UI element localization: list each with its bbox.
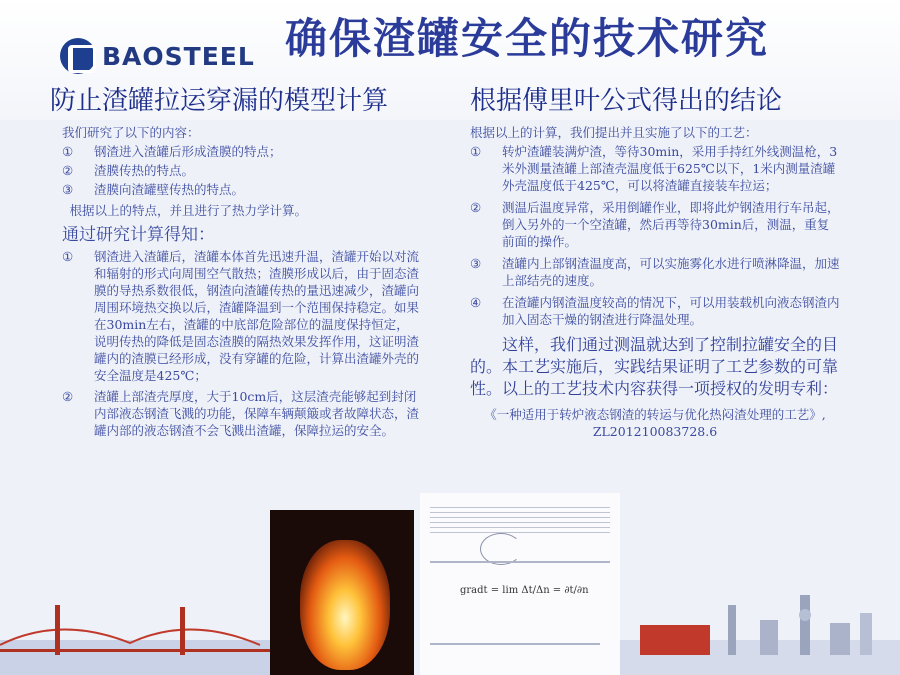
process-item — [470, 294, 840, 328]
tower-sphere — [799, 609, 811, 621]
item-number: ① — [470, 144, 482, 159]
item-text: 钢渣进入渣罐后，渣罐本体首先迅速升温，渣罐开始以对流和辐射的形式向周围空气散热；渣膜形成以后，由于固态渣膜的导热系数很低，钢渣向渣罐传热的量迅速减少，渣罐向周围环境热交换以后，渣罐降温到一个范围保持稳定。如果在30min左右，渣罐的中底部危险部位的温度保持恒定，说明传热的降低是固态渣膜的隔热效果发挥作用，这证明渣罐内的渣膜已经形成，没有穿罐的危险，计算出渣罐外壳的安全温度是425℃； — [94, 249, 420, 383]
tower-building — [760, 620, 778, 655]
document-text-lines — [430, 507, 610, 537]
item-number: ② — [470, 200, 482, 215]
left-subtitle: 防止渣罐拉运穿漏的模型计算 — [50, 86, 389, 116]
calc-note: 根据以上的特点，并且进行了热力学计算。 — [69, 203, 308, 218]
tower-building — [830, 623, 850, 655]
item-text: 钢渣进入渣罐后形成渣膜的特点； — [94, 144, 282, 159]
item-text: 渣罐上部渣壳厚度，大于10cm后，这层渣壳能够起到封闭内部液态钢渣飞溅的功能，保障车辆颠簸或者故障状态，渣罐内部的液态钢渣不会飞溅出渣罐，保障拉运的安全。 — [94, 389, 420, 438]
patent-citation: 《一种适用于转炉液态钢渣的转运与优化热闷渣处理的工艺》, ZL201210083728.6 — [484, 407, 826, 439]
item-text: 测温后温度异常，采用倒罐作业，即将此炉钢渣用行车吊起，倒入另外的一个空渣罐，然后再等待30min后，测温，重复前面的操作。 — [502, 200, 840, 249]
study-item — [62, 181, 420, 198]
study-item — [62, 143, 420, 160]
item-text: 渣膜向渣罐壁传热的特点。 — [94, 182, 245, 197]
city-skyline-decoration — [0, 585, 900, 675]
finding-item — [62, 388, 420, 439]
finding-item — [62, 248, 420, 384]
item-number: ③ — [62, 182, 74, 197]
item-number: ② — [62, 163, 74, 178]
item-number: ① — [62, 144, 74, 159]
fourier-formula: gradt = lim Δt/Δn = ∂t/∂n — [460, 585, 589, 596]
right-column — [470, 124, 840, 440]
item-text: 渣罐内上部钢渣温度高，可以实施雾化水进行喷淋降温，加速上部结壳的速度。 — [502, 256, 840, 288]
study-intro: 我们研究了以下的内容： — [62, 125, 200, 140]
process-item — [470, 199, 840, 250]
logo-text: BAOSTEEL — [102, 41, 255, 71]
baosteel-logo-icon — [60, 38, 96, 74]
conclusion-paragraph: 这样，我们通过测温就达到了控制拉罐安全的目的。本工艺实施后，实践结果证明了工艺参数的可靠性。以上的工艺技术内容获得一项授权的发明专利： — [470, 335, 839, 398]
left-column — [62, 124, 420, 439]
item-text: 转炉渣罐装满炉渣，等待30min，采用手持红外线测温枪，3米外测量渣罐上部渣壳温度低于625℃以下，1米内测量渣罐外壳温度低于425℃，可以将渣罐直接装车拉运； — [502, 144, 838, 193]
document-divider — [430, 561, 610, 563]
china-pavilion — [640, 625, 710, 655]
tower-building — [800, 595, 810, 655]
process-item — [470, 255, 840, 289]
item-number: ② — [62, 389, 74, 404]
item-number: ① — [62, 249, 74, 264]
right-subtitle: 根据傅里叶公式得出的结论 — [470, 86, 783, 116]
bridge-tower — [180, 607, 185, 655]
baosteel-logo — [60, 38, 255, 74]
process-item — [470, 143, 840, 194]
findings-heading: 通过研究计算得知： — [62, 225, 215, 245]
item-text: 在渣罐内钢渣温度较高的情况下，可以用装载机向液态钢渣内加入固态干燥的钢渣进行降温处理。 — [502, 295, 840, 327]
process-intro: 根据以上的计算，我们提出并且实施了以下的工艺： — [470, 125, 758, 140]
page-title: 确保渣罐安全的技术研究 — [285, 14, 770, 63]
study-item — [62, 162, 420, 179]
bridge-deck — [0, 649, 270, 652]
tower-building — [728, 605, 736, 655]
item-number: ③ — [470, 256, 482, 271]
item-number: ④ — [470, 295, 482, 310]
skyline-water — [0, 640, 270, 675]
item-text: 渣膜传热的特点。 — [94, 163, 195, 178]
tower-building — [860, 613, 872, 655]
bridge-tower — [55, 605, 60, 655]
